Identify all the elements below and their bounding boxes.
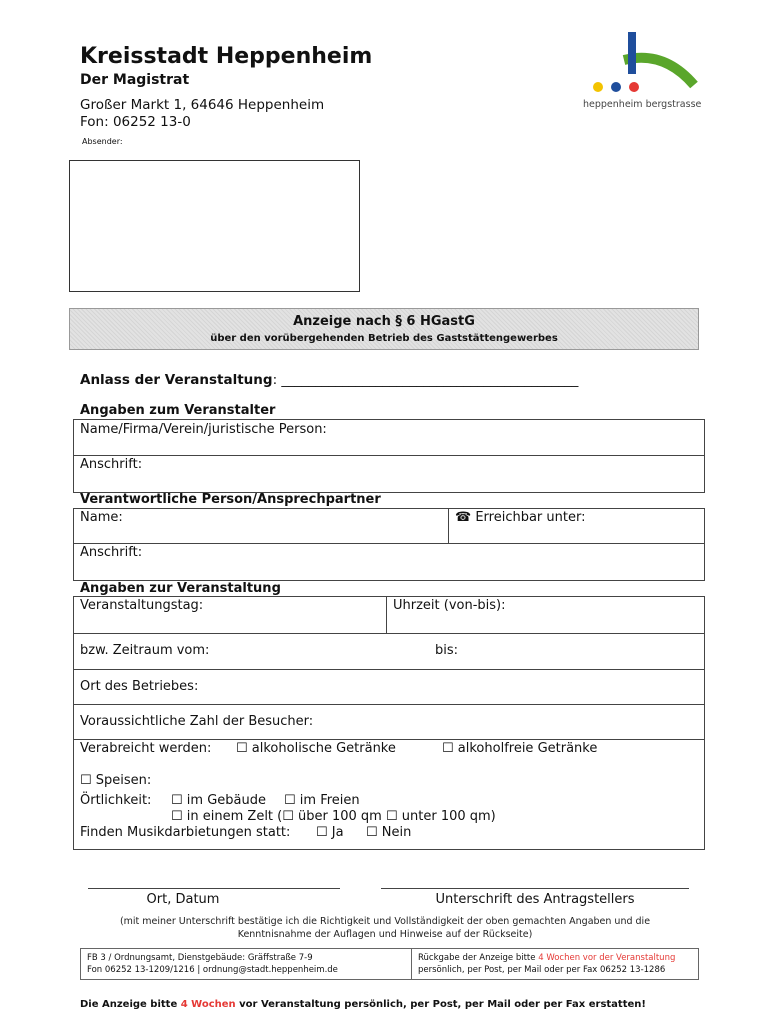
footer-contact <box>87 952 407 976</box>
footer-return-highlight: 4 Wochen vor der Veranstaltung <box>538 953 676 963</box>
alkoholfrei-checkbox[interactable]: ☐ alkoholfreie Getränke <box>442 741 598 756</box>
divider <box>73 739 704 740</box>
footer-return-methods: persönlich, per Post, per Mail oder per Fax 06252 13-1286 <box>418 965 666 975</box>
section-veranstaltung: Angaben zur Veranstaltung <box>80 581 281 596</box>
veranstaltungstag-field[interactable]: Veranstaltungstag: <box>80 598 204 613</box>
address-line-1: Großer Markt 1, 64646 Heppenheim <box>80 97 325 113</box>
verabreicht-label: Verabreicht werden: <box>80 741 212 756</box>
musik-nein-checkbox[interactable]: ☐ Nein <box>366 825 412 840</box>
divider <box>386 596 387 633</box>
section-verantwortlich: Verantwortliche Person/Ansprechpartner <box>80 492 381 507</box>
besucher-field[interactable]: Voraussichtliche Zahl der Besucher: <box>80 714 314 729</box>
divider <box>73 455 704 456</box>
form-title-banner <box>69 308 699 350</box>
verantwortlich-box <box>73 508 705 581</box>
verantwortlich-anschrift-field[interactable]: Anschrift: <box>80 545 143 560</box>
footer-return-pre: Rückgabe der Anzeige bitte <box>418 953 539 963</box>
footer-office: FB 3 / Ordnungsamt, Dienstgebäude: Gräffstraße 7-9 <box>87 953 313 963</box>
bottom-notice <box>80 999 697 1010</box>
bottom-notice-pre: Die Anzeige bitte <box>80 999 181 1010</box>
uhrzeit-field[interactable]: Uhrzeit (von-bis): <box>393 598 506 613</box>
zelt-checkbox[interactable]: ☐ in einem Zelt (☐ über 100 qm ☐ unter 100 qm) <box>171 809 496 824</box>
bottom-notice-post: vor Veranstaltung persönlich, per Post, per Mail oder per Fax erstatten! <box>235 999 646 1010</box>
signature-note: (mit meiner Unterschrift bestätige ich die Richtigkeit und Vollständigkeit der oben gemachten Angaben und die Kenntnisnahme der Auflagen und Hinweise auf der Rückseite) <box>119 916 651 940</box>
absender-label: Absender: <box>82 137 123 146</box>
speisen-checkbox[interactable]: ☐ Speisen: <box>80 773 152 788</box>
footer-info-box <box>80 948 699 980</box>
gebaeude-checkbox[interactable]: ☐ im Gebäude <box>171 793 266 808</box>
divider <box>73 669 704 670</box>
zeitraum-vom-field[interactable]: bzw. Zeitraum vom: <box>80 643 210 658</box>
page-title: Kreisstadt Heppenheim <box>80 44 373 69</box>
oertlichkeit-label: Örtlichkeit: <box>80 793 152 808</box>
anlass-line: : ____________________________________________ <box>272 372 579 388</box>
veranstalter-anschrift-field[interactable]: Anschrift: <box>80 457 143 472</box>
divider <box>411 949 412 979</box>
ort-betrieb-field[interactable]: Ort des Betriebes: <box>80 679 199 694</box>
ort-datum-label: Ort, Datum <box>146 892 220 907</box>
verantwortlich-phone-field[interactable]: ☎ Erreichbar unter: <box>455 510 586 525</box>
divider <box>448 508 449 544</box>
bottom-notice-highlight: 4 Wochen <box>180 999 236 1010</box>
alkoholisch-checkbox[interactable]: ☐ alkoholische Getränke <box>236 741 396 756</box>
signature-label: Unterschrift des Antragstellers <box>435 892 635 907</box>
anlass-label: Anlass der Veranstaltung <box>80 372 273 388</box>
form-subtitle: über den vorübergehenden Betrieb des Gaststättengewerbes <box>210 333 558 344</box>
footer-phone-email: Fon 06252 13-1209/1216 | ordnung@stadt.heppenheim.de <box>87 965 338 975</box>
musik-label: Finden Musikdarbietungen statt: <box>80 825 291 840</box>
logo-text: heppenheim bergstrasse <box>583 99 702 110</box>
address-line-2: Fon: 06252 13-0 <box>80 114 191 130</box>
section-veranstalter: Angaben zum Veranstalter <box>80 403 276 418</box>
signature-line[interactable] <box>381 888 689 889</box>
ort-datum-line[interactable] <box>88 888 340 889</box>
divider <box>73 543 704 544</box>
divider <box>73 633 704 634</box>
form-title: Anzeige nach § 6 HGastG <box>293 314 475 329</box>
anlass-field[interactable] <box>80 372 578 388</box>
verantwortlich-name-field[interactable]: Name: <box>80 510 123 525</box>
divider <box>73 704 704 705</box>
page-subtitle: Der Magistrat <box>80 72 190 88</box>
zeitraum-bis-field[interactable]: bis: <box>435 643 459 658</box>
veranstalter-name-field[interactable]: Name/Firma/Verein/juristische Person: <box>80 422 327 437</box>
footer-return-info <box>418 952 693 976</box>
freien-checkbox[interactable]: ☐ im Freien <box>284 793 360 808</box>
address <box>80 97 324 131</box>
sender-address-field[interactable] <box>69 160 360 292</box>
musik-ja-checkbox[interactable]: ☐ Ja <box>316 825 344 840</box>
